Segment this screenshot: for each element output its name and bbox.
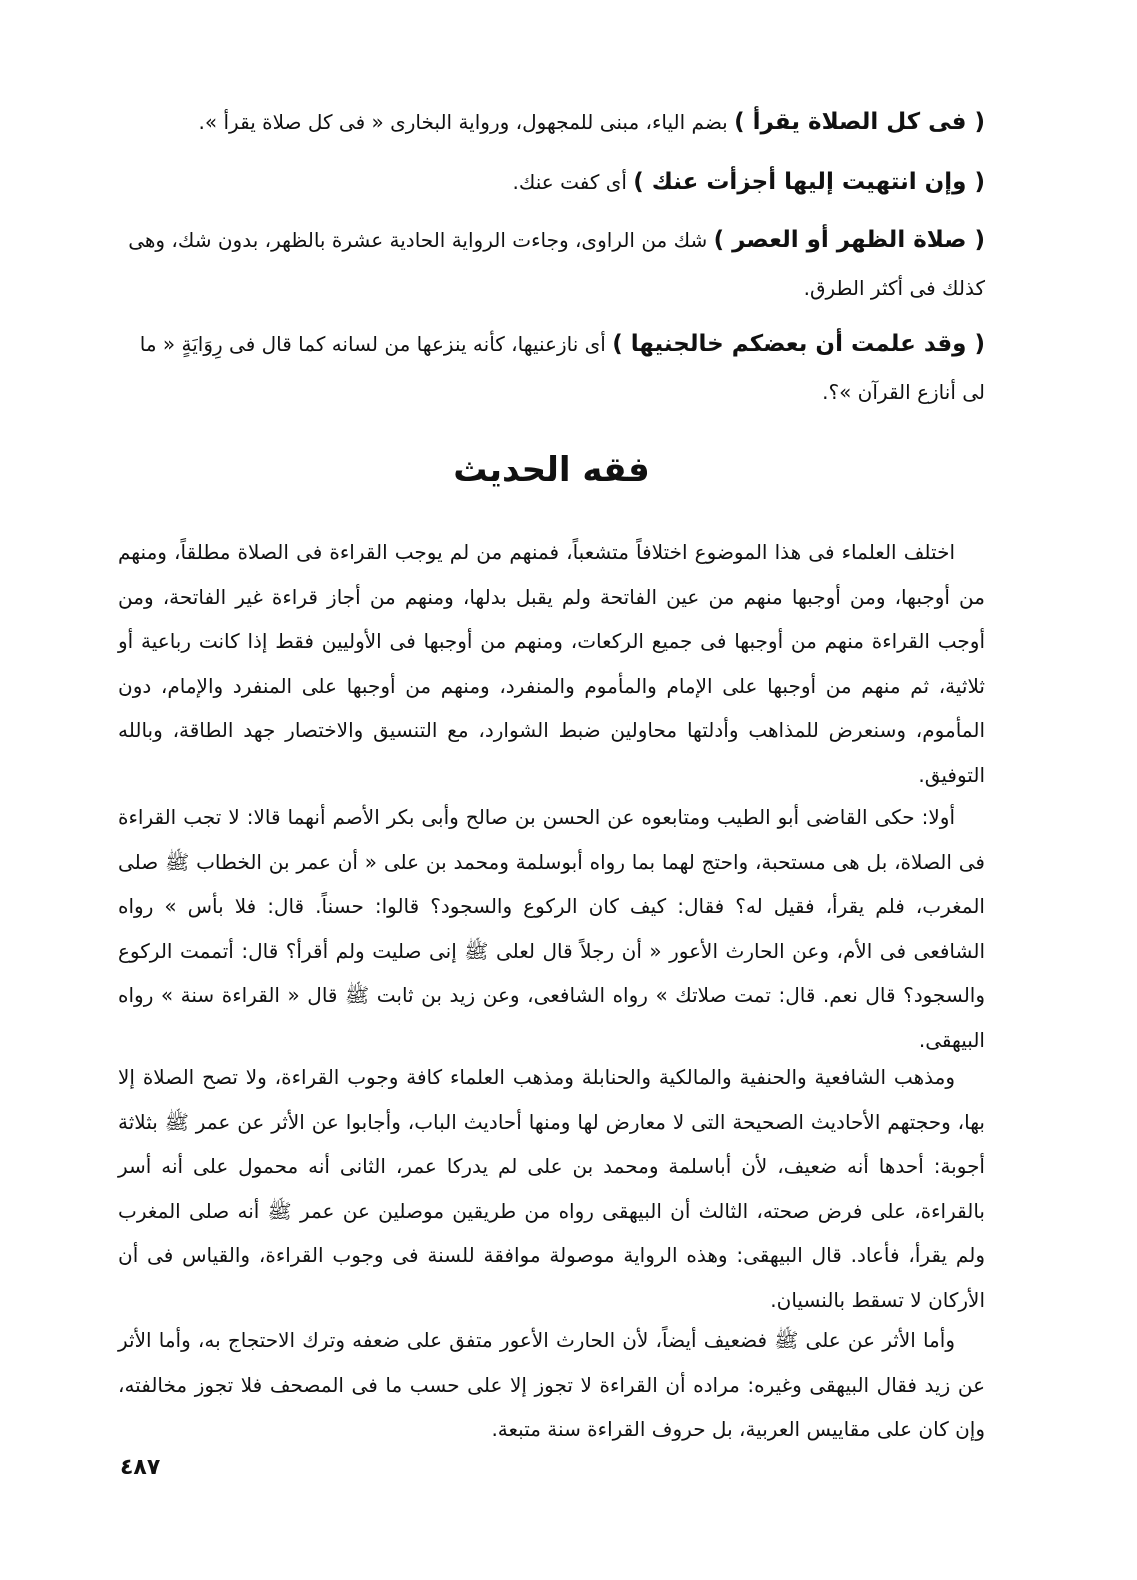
gloss-text: بضم الياء، مبنى للمجهول، ورواية البخارى « فى كل صلاة يقرأ ».	[198, 110, 735, 134]
gloss-term: ( وقد علمت أن بعضكم خالجنيها )	[612, 331, 985, 357]
gloss-term: ( وإن انتهيت إليها أجزأت عنك )	[633, 169, 985, 195]
page-number: ٤٨٧	[120, 1455, 161, 1480]
body-paragraph: وأما الأثر عن على ﷺ فضعيف أيضاً، لأن الحارث الأعور متفق على ضعفه وترك الاحتجاج به، وأما الأثر عن زيد فقال البيهقى وغيره: مراده أن القراءة لا تجوز إلا على حسب ما فى المصحف فلا تجوز مخالفته، وإن كان على مقاييس العربية، بل حروف القراءة سنة متبعة.	[118, 1328, 985, 1441]
gloss-text: أى نازعنيها، كأنه ينزعها من لسانه كما قال فى رِوَايَةٍ « ما لى أنازع القرآن »؟.	[139, 332, 985, 404]
gloss-term: ( فى كل الصلاة يقرأ )	[734, 109, 985, 135]
section-heading: فقه الحديث	[453, 450, 650, 490]
gloss-entry	[118, 216, 985, 312]
gloss-text: شك من الراوى، وجاءت الرواية الحادية عشرة بالظهر، بدون شك، وهى كذلك فى أكثر الطرق.	[128, 228, 985, 300]
gloss-entry	[118, 158, 985, 206]
body-paragraph: اختلف العلماء فى هذا الموضوع اختلافاً متشعباً، فمنهم من لم يوجب القراءة فى الصلاة مطلقاً، ومنهم من أوجبها، ومن أوجبها منهم من عين الفاتحة ولم يقبل بدلها، ومنهم من أجاز قراءة غير الفاتحة، ومن أوجب القراءة منهم من أوجبها فى جميع الركعات، ومنهم من أوجبها فى الأوليين فقط إذا كانت رباعية أو ثلاثية، ثم منهم من أوجبها على الإمام والمأموم والمنفرد، ومنهم من أوجبها على المنفرد والإمام، دون المأموم، وسنعرض للمذاهب وأدلتها محاولين ضبط الشوارد، مع التنسيق والاختصار جهد الطاقة، وبالله التوفيق.	[118, 540, 985, 787]
gloss-entry	[118, 320, 985, 416]
gloss-entry	[118, 98, 985, 146]
body-paragraph: ومذهب الشافعية والحنفية والمالكية والحنابلة ومذهب العلماء كافة وجوب القراءة، ولا تصح الصلاة إلا بها، وحجتهم الأحاديث الصحيحة التى لا معارض لها ومنها أحاديث الباب، وأجابوا عن الأثر عن عمر ﷺ بثلاثة أجوبة: أحدها أنه ضعيف، لأن أباسلمة ومحمد بن على لم يدركا عمر، الثانى أنه محمول على أنه أسر بالقراءة، على فرض صحته، الثالث أن البيهقى رواه من طريقين موصلين عن عمر ﷺ أنه صلى المغرب ولم يقرأ، فأعاد. قال البيهقى: وهذه الرواية موصولة موافقة للسنة فى وجوب القراءة، والقياس فى أن الأركان لا تسقط بالنسيان.	[118, 1065, 985, 1312]
gloss-term: ( صلاة الظهر أو العصر )	[713, 227, 985, 253]
gloss-text: أى كفت عنك.	[512, 170, 634, 194]
body-paragraph: أولا: حكى القاضى أبو الطيب ومتابعوه عن الحسن بن صالح وأبى بكر الأصم أنهما قالا: لا تجب القراءة فى الصلاة، بل هى مستحبة، واحتج لهما بما رواه أبوسلمة ومحمد بن على « أن عمر بن الخطاب ﷺ صلى المغرب، فلم يقرأ، فقيل له؟ فقال: كيف كان الركوع والسجود؟ قالوا: حسناً. قال: فلا بأس » رواه الشافعى فى الأم، وعن الحارث الأعور « أن رجلاً قال لعلى ﷺ إنى صليت ولم أقرأ؟ قال: أتممت الركوع والسجود؟ قال نعم. قال: تمت صلاتك » رواه الشافعى، وعن زيد بن ثابت ﷺ قال « القراءة سنة » رواه البيهقى.	[118, 805, 985, 1052]
